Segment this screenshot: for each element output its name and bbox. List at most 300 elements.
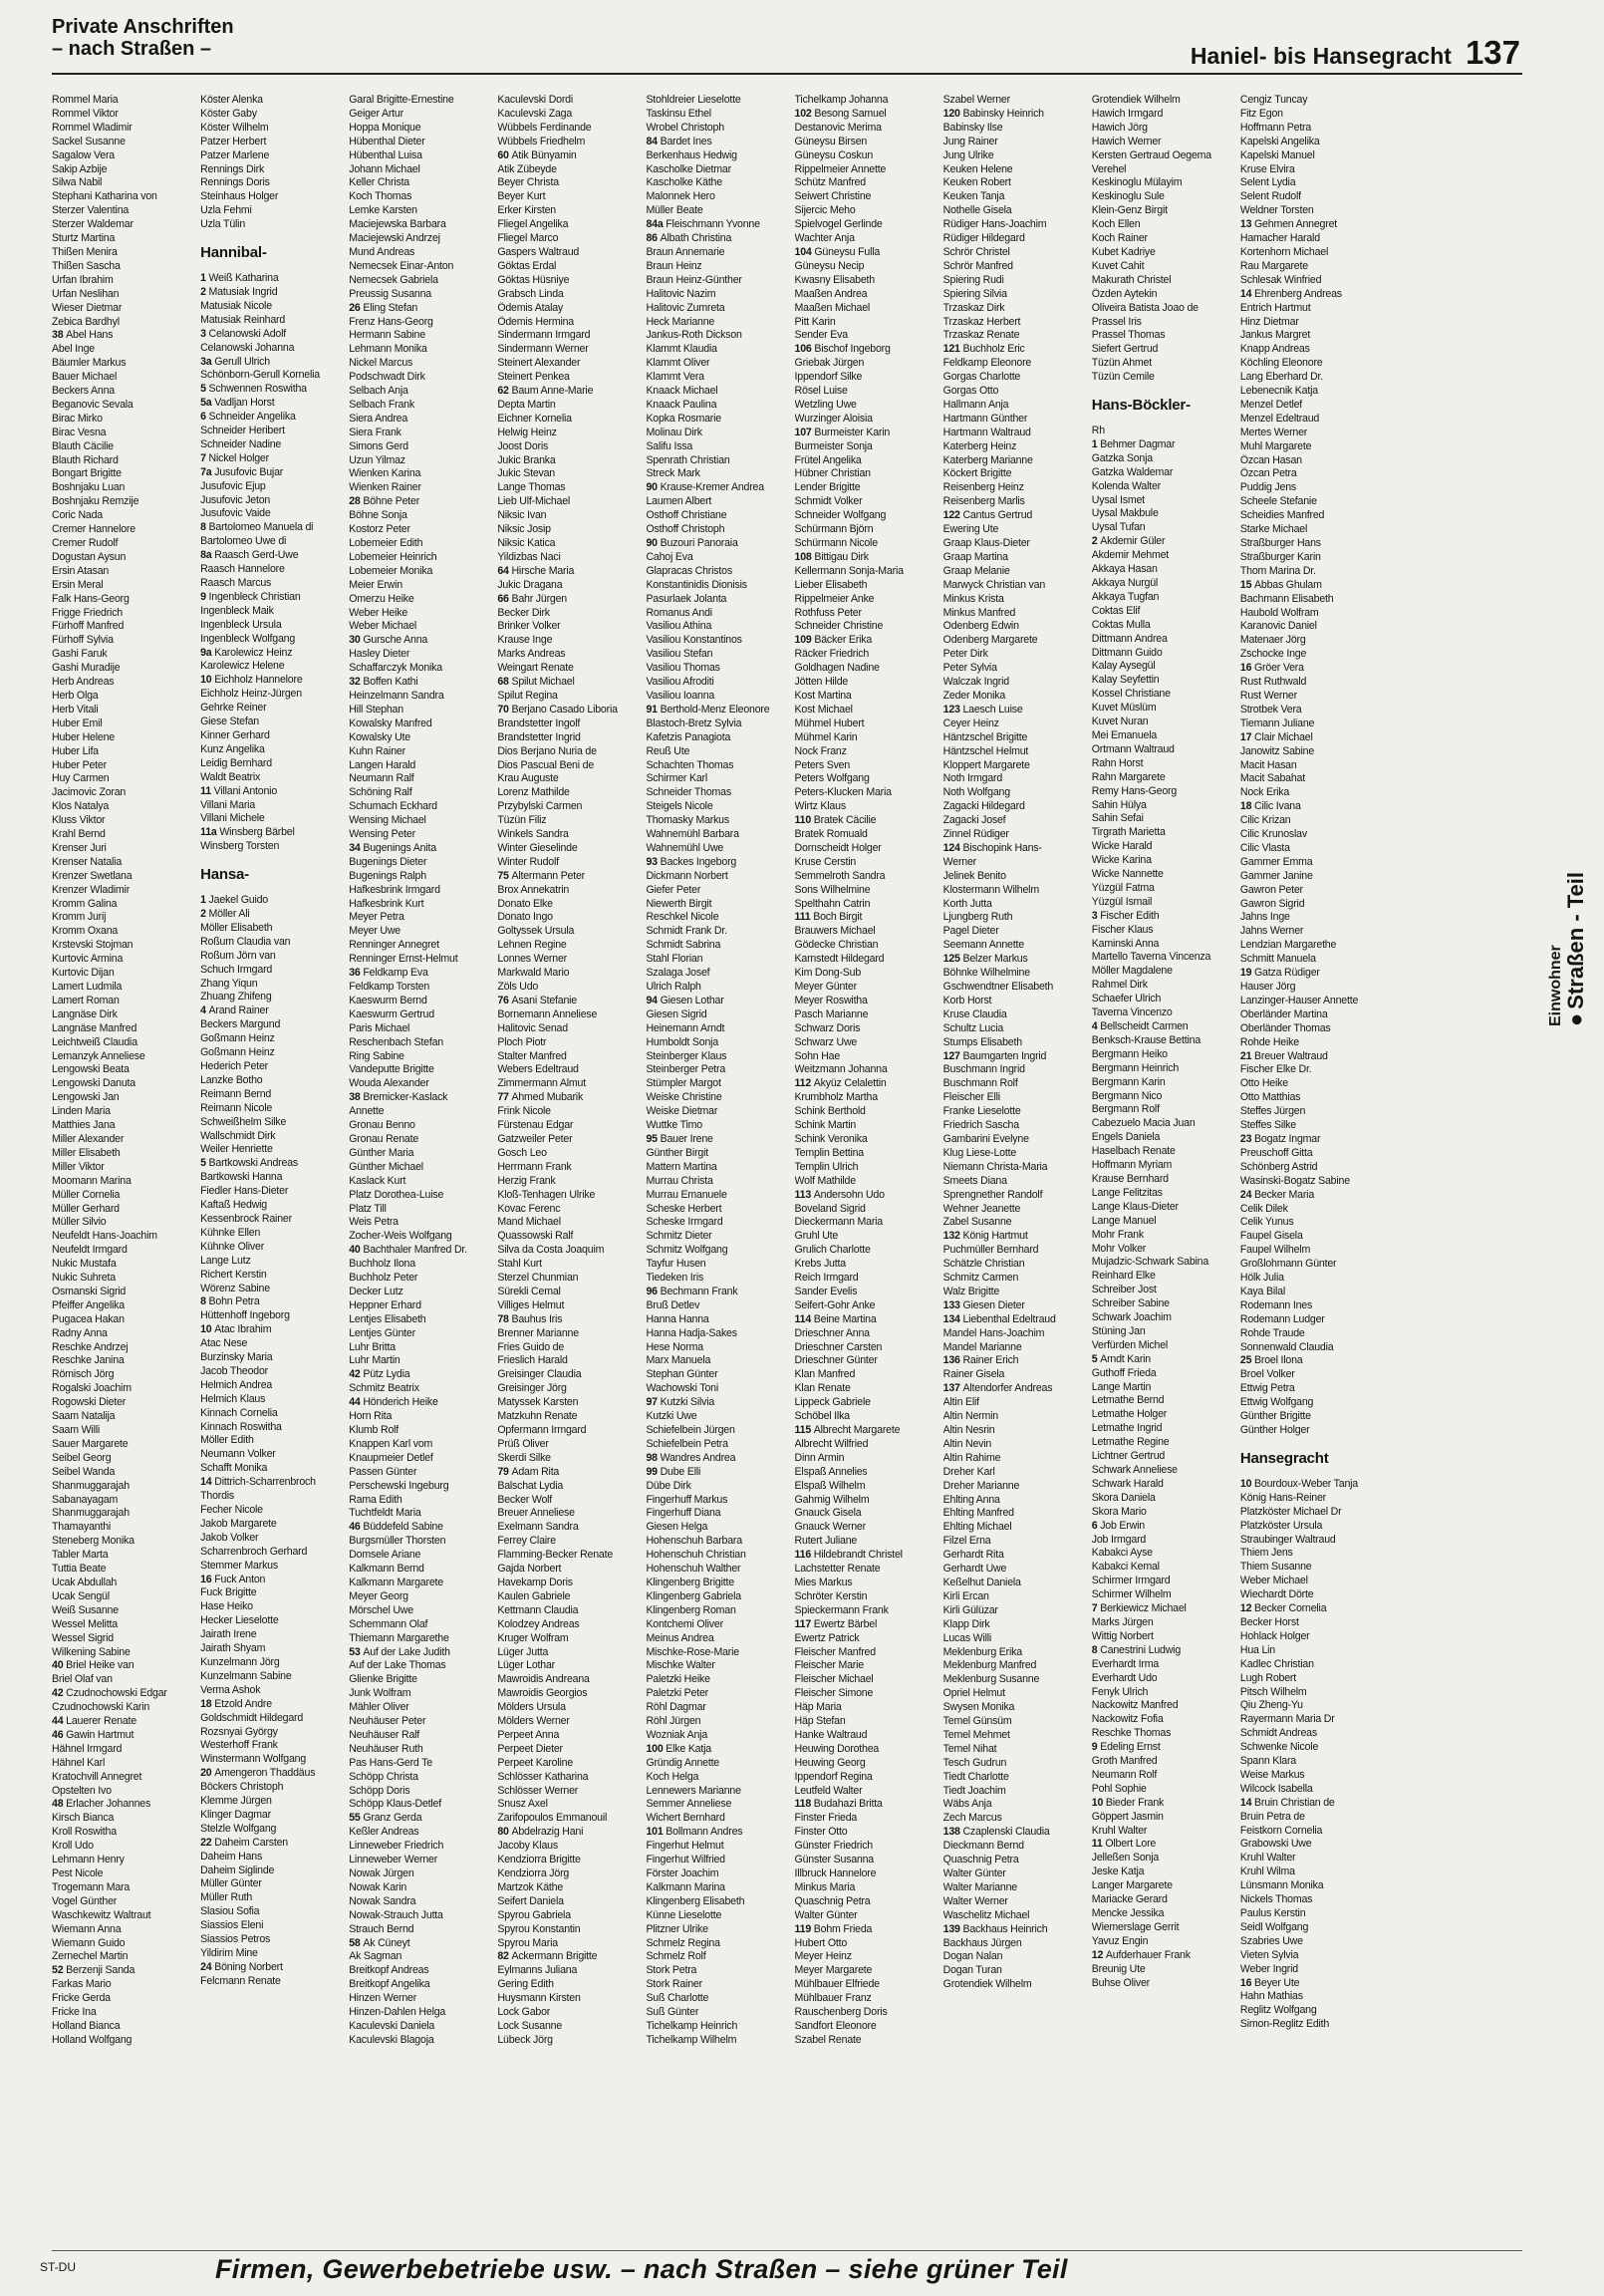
- resident-entry: Weise Markus: [1239, 1768, 1305, 1781]
- resident-entry: Stephani Katharina von: [52, 190, 157, 203]
- resident-entry: Schneider Thomas: [646, 786, 731, 799]
- resident-entry: 1 Behmer Dagmar: [1091, 437, 1176, 450]
- resident-entry: Eylmanns Juliana: [497, 1964, 578, 1977]
- resident-entry: Mawroidis Andreana: [497, 1673, 590, 1686]
- resident-entry: 113 Andersohn Udo: [794, 1188, 885, 1201]
- resident-entry: Glapracas Christos: [646, 564, 732, 577]
- resident-entry: Rahmel Dirk: [1091, 979, 1148, 992]
- resident-entry: Skora Daniela: [1091, 1491, 1156, 1504]
- resident-entry: Temel Mehmet: [942, 1728, 1010, 1741]
- resident-entry: Trzaskaz Renate: [942, 329, 1020, 342]
- resident-entry: Spieckermann Frank: [794, 1603, 889, 1616]
- resident-entry: Meyer Heinz: [794, 1950, 852, 1963]
- resident-entry: Fleischer Simone: [794, 1687, 874, 1700]
- resident-entry: Pohl Sophie: [1091, 1782, 1147, 1795]
- resident-entry: Bergmann Heinrich: [1091, 1061, 1180, 1074]
- resident-entry: Koch Rainer: [1091, 232, 1148, 245]
- resident-entry: Hafkesbrink Kurt: [349, 897, 424, 910]
- resident-entry: Kruse Cerstin: [794, 855, 857, 868]
- resident-entry: Kloppert Margarete: [942, 758, 1030, 771]
- resident-entry: Ak Sagman: [349, 1950, 402, 1963]
- resident-entry: 68 Spilut Michael: [497, 676, 575, 689]
- resident-entry: Wensing Peter: [349, 828, 415, 841]
- resident-entry: 114 Beine Martina: [794, 1312, 877, 1325]
- resident-entry: Wieser Dietmar: [52, 301, 123, 314]
- resident-entry: Knapp Andreas: [1239, 343, 1310, 356]
- resident-entry: Kabakci Kemal: [1091, 1561, 1160, 1574]
- resident-entry: 12 Becker Cornelia: [1239, 1602, 1327, 1615]
- resident-entry: Kaculevski Dordi: [497, 94, 574, 106]
- resident-entry: Burgsmüller Thorsten: [349, 1535, 446, 1548]
- header-divider: [52, 73, 1522, 75]
- resident-entry: Bauer Michael: [52, 371, 118, 384]
- resident-entry: 17 Clair Michael: [1239, 730, 1313, 743]
- resident-entry: Krstevski Stojman: [52, 939, 134, 952]
- resident-entry: 138 Czaplenski Claudia: [942, 1826, 1050, 1839]
- resident-entry: Rommel Wladimir: [52, 121, 133, 134]
- resident-entry: 120 Babinsky Heinrich: [942, 107, 1044, 120]
- resident-entry: Sohn Hae: [794, 1049, 841, 1062]
- resident-entry: Klostermann Wilhelm: [942, 883, 1039, 896]
- resident-entry: Jeske Katja: [1091, 1866, 1145, 1878]
- resident-entry: Uzla Fehmi: [200, 204, 252, 217]
- resident-entry: Marks Jürgen: [1091, 1615, 1154, 1628]
- resident-entry: Pugacea Hakan: [52, 1312, 125, 1325]
- resident-entry: Ucak Sengül: [52, 1589, 110, 1602]
- resident-entry: Rösel Luise: [794, 385, 848, 398]
- resident-entry: Celanowski Johanna: [200, 341, 295, 354]
- resident-entry: Wiechardt Dörte: [1239, 1588, 1314, 1601]
- resident-entry: 123 Laesch Luise: [942, 703, 1023, 716]
- resident-entry: Günther Maria: [349, 1146, 414, 1159]
- resident-entry: Villiges Helmut: [497, 1298, 565, 1311]
- resident-entry: Kadlec Christian: [1239, 1657, 1314, 1670]
- resident-entry: Tuchtfeldt Maria: [349, 1507, 421, 1520]
- resident-entry: Steffes Silke: [1239, 1119, 1296, 1132]
- resident-entry: 97 Kutzki Silvia: [646, 1396, 715, 1409]
- resident-entry: Schlösser Werner: [497, 1784, 579, 1797]
- resident-entry: Hübenthal Luisa: [349, 148, 422, 161]
- resident-entry: Reuß Ute: [646, 744, 690, 757]
- resident-entry: Hawich Jörg: [1091, 121, 1148, 134]
- resident-entry: 9 Edeling Ernst: [1091, 1741, 1161, 1754]
- resident-entry: Rogalski Joachim: [52, 1382, 132, 1395]
- resident-entry: Blauth Cäcilie: [52, 439, 114, 452]
- resident-entry: Tichelkamp Heinrich: [646, 2019, 738, 2032]
- resident-entry: Spielvogel Gerlinde: [794, 218, 883, 231]
- resident-entry: Braun Annemarie: [646, 245, 725, 258]
- resident-entry: Villani Maria: [200, 798, 256, 811]
- resident-entry: Coktas Elif: [1091, 604, 1141, 617]
- resident-entry: Gründig Annette: [646, 1756, 720, 1769]
- resident-entry: Breitkopf Andreas: [349, 1964, 429, 1977]
- resident-entry: Vasiliou Ioanna: [646, 689, 715, 702]
- resident-entry: Vandeputte Brigitte: [349, 1063, 434, 1076]
- resident-entry: Peters Wolfgang: [794, 772, 870, 785]
- resident-entry: Klan Manfred: [794, 1368, 856, 1381]
- resident-entry: Ploch Piotr: [497, 1035, 547, 1048]
- resident-entry: 11 Olbert Lore: [1091, 1838, 1157, 1851]
- resident-entry: Yildirim Mine: [200, 1947, 258, 1959]
- resident-entry: Kessenbrock Rainer: [200, 1212, 292, 1225]
- resident-entry: Kinner Gerhard: [200, 728, 270, 741]
- resident-entry: Klingenberg Elisabeth: [646, 1894, 745, 1907]
- resident-entry: Rodemann Ines: [1239, 1298, 1313, 1311]
- resident-entry: Buschmann Rolf: [942, 1077, 1018, 1090]
- resident-entry: Sprengnether Randolf: [942, 1188, 1043, 1201]
- header-left-line1: Private Anschriften: [52, 16, 234, 38]
- resident-entry: Blastoch-Bretz Sylvia: [646, 717, 742, 729]
- resident-entry: Omerzu Heike: [349, 592, 414, 605]
- resident-entry: Swysen Monika: [942, 1701, 1015, 1714]
- resident-entry: Nemecsek Gabriela: [349, 273, 438, 286]
- resident-entry: 66 Bahr Jürgen: [497, 592, 567, 605]
- resident-entry: Vogel Günther: [52, 1894, 118, 1907]
- resident-entry: Hohenschuh Barbara: [646, 1535, 742, 1548]
- resident-entry: Scheske Irmgard: [646, 1216, 723, 1229]
- resident-entry: Altin Elif: [942, 1396, 979, 1409]
- resident-entry: Matusiak Reinhard: [200, 313, 286, 326]
- resident-entry: Birac Vesna: [52, 426, 107, 438]
- resident-entry: Murrau Christa: [646, 1174, 713, 1187]
- resident-entry: Prassel Thomas: [1091, 329, 1166, 342]
- resident-entry: Meyer Roswitha: [794, 994, 868, 1006]
- resident-entry: Matyssek Karsten: [497, 1396, 579, 1409]
- resident-entry: Goßmann Heinz: [200, 1032, 275, 1045]
- resident-entry: Günther Holger: [1239, 1424, 1310, 1436]
- resident-entry: 28 Böhne Peter: [349, 495, 420, 508]
- resident-entry: Preussig Susanna: [349, 287, 431, 300]
- resident-entry: 2 Akdemir Güler: [1091, 535, 1166, 548]
- resident-entry: Herb Andreas: [52, 676, 115, 689]
- resident-entry: Semmelroth Sandra: [794, 869, 886, 882]
- resident-entry: Kontchemi Oliver: [646, 1617, 723, 1630]
- resident-entry: Lentjes Elisabeth: [349, 1312, 426, 1325]
- resident-entry: Wiemann Anna: [52, 1922, 122, 1935]
- resident-entry: Miller Alexander: [52, 1132, 125, 1145]
- resident-entry: Dieckmann Bernd: [942, 1840, 1024, 1853]
- resident-entry: Gawron Peter: [1239, 883, 1303, 896]
- resident-entry: Puddig Jens: [1239, 481, 1296, 494]
- resident-entry: Rommel Maria: [52, 94, 119, 106]
- resident-entry: Lanzke Botho: [200, 1073, 263, 1086]
- resident-entry: Garal Brigitte-Ernestine: [349, 94, 454, 106]
- resident-entry: Krenzer Swetlana: [52, 869, 133, 882]
- resident-entry: Beyer Kurt: [497, 190, 546, 203]
- resident-entry: Kortenhorn Michael: [1239, 245, 1329, 258]
- resident-entry: Nock Erika: [1239, 786, 1290, 799]
- resident-entry: Szalaga Josef: [646, 967, 710, 980]
- resident-entry: Hohenschuh Christian: [646, 1549, 746, 1562]
- resident-entry: Streck Mark: [646, 467, 700, 480]
- resident-entry: Vasiliou Konstantinos: [646, 634, 742, 647]
- resident-entry: Reimann Nicole: [200, 1101, 273, 1114]
- resident-entry: Tesch Gudrun: [942, 1756, 1007, 1769]
- resident-entry: Schmidt Andreas: [1239, 1727, 1317, 1740]
- resident-entry: Elspaß Annelies: [794, 1465, 868, 1478]
- resident-entry: Sturtz Martina: [52, 232, 116, 245]
- resident-entry: Lüger Jutta: [497, 1645, 549, 1658]
- resident-entry: Beckers Margund: [200, 1018, 281, 1031]
- resident-entry: Neufeldt Irmgard: [52, 1244, 128, 1257]
- resident-entry: Kafetzis Panagiota: [646, 730, 731, 743]
- resident-entry: Perpeet Anna: [497, 1728, 560, 1741]
- resident-entry: Schneider Heribert: [200, 425, 285, 437]
- resident-entry: 133 Giesen Dieter: [942, 1298, 1025, 1311]
- resident-entry: Zarifopoulos Emmanouil: [497, 1812, 608, 1825]
- resident-entry: Lanzinger-Hauser Annette: [1239, 994, 1359, 1006]
- resident-entry: Meklenburg Manfred: [942, 1659, 1037, 1672]
- resident-entry: Fingerhuff Markus: [646, 1493, 728, 1506]
- resident-entry: Lamert Roman: [52, 994, 120, 1006]
- resident-entry: Walter Günter: [794, 1908, 858, 1921]
- resident-entry: Kühnke Ellen: [200, 1226, 261, 1239]
- resident-entry: Stohldreier Lieselotte: [646, 94, 741, 106]
- resident-entry: Balschat Lydia: [497, 1479, 564, 1492]
- resident-entry: Mühlbauer Franz: [794, 1992, 872, 2005]
- resident-entry: Hederich Peter: [200, 1060, 268, 1072]
- resident-entry: Schürmann Björn: [794, 523, 874, 536]
- resident-entry: Heinzelmann Sandra: [349, 689, 444, 702]
- resident-entry: Weitzmann Johanna: [794, 1063, 888, 1076]
- resident-entry: Kunzelmann Jörg: [200, 1655, 280, 1668]
- resident-entry: Schaffarczyk Monika: [349, 662, 442, 675]
- resident-entry: Lobemeier Heinrich: [349, 550, 437, 563]
- resident-entry: Maaßen Michael: [794, 301, 871, 314]
- resident-entry: Yüzgül Fatma: [1091, 881, 1155, 894]
- resident-entry: Dübe Dirk: [646, 1479, 691, 1492]
- resident-entry: Schaefer Ulrich: [1091, 993, 1162, 1005]
- resident-entry: Tüzün Ahmet: [1091, 357, 1152, 370]
- resident-entry: 15 Abbas Ghulam: [1239, 578, 1322, 591]
- resident-entry: Buchholz Peter: [349, 1272, 418, 1285]
- directory-column: [646, 94, 784, 2221]
- resident-entry: Oberländer Martina: [1239, 1007, 1328, 1020]
- resident-entry: Huysmann Kirsten: [497, 1992, 581, 2005]
- resident-entry: Zhuang Zhifeng: [200, 991, 272, 1004]
- resident-entry: 21 Breuer Waltraud: [1239, 1049, 1328, 1062]
- resident-entry: Kirli Ercan: [942, 1589, 989, 1602]
- resident-entry: Kinnach Cornelia: [200, 1406, 278, 1419]
- resident-entry: Kalay Aysegül: [1091, 660, 1156, 673]
- resident-entry: Yavuz Engin: [1091, 1934, 1149, 1947]
- resident-entry: Weiler Henriette: [200, 1143, 273, 1156]
- resident-entry: 3 Fischer Edith: [1091, 909, 1160, 922]
- resident-entry: Jankus Margret: [1239, 329, 1311, 342]
- resident-entry: Gashi Faruk: [52, 648, 108, 661]
- resident-entry: Urfan Neslihan: [52, 287, 120, 300]
- resident-entry: Drieschner Günter: [794, 1354, 878, 1367]
- resident-entry: Peters Sven: [794, 758, 851, 771]
- resident-entry: Hanna Hanna: [646, 1312, 709, 1325]
- resident-entry: Müller Ruth: [200, 1891, 253, 1904]
- resident-entry: Peters-Klucken Maria: [794, 786, 892, 799]
- resident-entry: Reschenbach Stefan: [349, 1035, 443, 1048]
- resident-entry: 115 Albrecht Margarete: [794, 1424, 901, 1436]
- resident-entry: Böhnke Wilhelmine: [942, 967, 1030, 980]
- resident-entry: Bachmann Elisabeth: [1239, 592, 1334, 605]
- resident-entry: 101 Bollmann Andres: [646, 1826, 743, 1839]
- resident-entry: Donato Elke: [497, 897, 553, 910]
- resident-entry: Rohde Traude: [1239, 1326, 1305, 1339]
- resident-entry: Schlösser Katharina: [497, 1770, 589, 1783]
- resident-entry: Lange Klaus-Dieter: [1091, 1200, 1179, 1213]
- resident-entry: Klingenberg Gabriela: [646, 1589, 741, 1602]
- resident-entry: Schmitz Carmen: [942, 1272, 1019, 1285]
- resident-entry: Schmidt Frank Dr.: [646, 925, 727, 938]
- resident-entry: Thom Marina Dr.: [1239, 564, 1316, 577]
- resident-entry: Güneysu Birsen: [794, 135, 868, 147]
- resident-entry: Gronau Renate: [349, 1132, 419, 1145]
- resident-entry: Künne Lieselotte: [646, 1908, 722, 1921]
- resident-entry: Kromm Jurij: [52, 911, 107, 924]
- resident-entry: Sandfort Eleonore: [794, 2019, 877, 2032]
- resident-entry: Sons Wilhelmine: [794, 883, 871, 896]
- resident-entry: Spenrath Christian: [646, 453, 730, 466]
- resident-entry: Wiemann Guido: [52, 1936, 126, 1949]
- resident-entry: 25 Broel Ilona: [1239, 1354, 1303, 1367]
- resident-entry: Seibel Wanda: [52, 1465, 116, 1478]
- resident-entry: Snusz Axel: [497, 1798, 548, 1811]
- resident-entry: 108 Bittigau Dirk: [794, 550, 869, 563]
- resident-entry: Hinzen Werner: [349, 1992, 417, 2005]
- resident-entry: Lübeck Jörg: [497, 2033, 553, 2046]
- resident-entry: Richert Kerstin: [200, 1268, 267, 1281]
- resident-entry: Lonnes Werner: [497, 953, 567, 966]
- resident-entry: Klein-Genz Birgit: [1091, 204, 1168, 217]
- resident-entry: Mölders Werner: [497, 1715, 570, 1728]
- resident-entry: Weiß Susanne: [52, 1603, 119, 1616]
- resident-entry: Nowak-Strauch Jutta: [349, 1908, 443, 1921]
- resident-entry: Griebak Jürgen: [794, 357, 865, 370]
- resident-entry: Trogemann Mara: [52, 1880, 131, 1893]
- resident-entry: Frütel Angelika: [794, 453, 862, 466]
- resident-entry: Horn Rita: [349, 1410, 393, 1423]
- resident-entry: Gajda Norbert: [497, 1563, 562, 1576]
- resident-entry: 40 Bachthaler Manfred Dr.: [349, 1244, 467, 1257]
- resident-entry: Stelzle Wolfgang: [200, 1822, 277, 1835]
- resident-entry: Kruhl Walter: [1239, 1852, 1296, 1865]
- resident-entry: 8 Bartolomeo Manuela di: [200, 521, 314, 534]
- resident-entry: Kowalsky Manfred: [349, 717, 432, 729]
- resident-entry: Johann Michael: [349, 162, 420, 175]
- resident-entry: Dittmann Andrea: [1091, 632, 1168, 645]
- resident-entry: 16 Beyer Ute: [1239, 1976, 1300, 1989]
- resident-entry: Sterzer Waldemar: [52, 218, 134, 231]
- resident-entry: Trzaskaz Herbert: [942, 315, 1021, 328]
- resident-entry: Hartmann Günther: [942, 412, 1028, 425]
- resident-entry: Neumann Ralf: [349, 772, 414, 785]
- resident-entry: Atac Nese: [200, 1337, 248, 1350]
- resident-entry: Hinzen-Dahlen Helga: [349, 2006, 446, 2019]
- resident-entry: Zernechel Martin: [52, 1950, 129, 1963]
- resident-entry: Bäumler Markus: [52, 357, 127, 370]
- resident-entry: Weldner Torsten: [1239, 204, 1314, 217]
- resident-entry: Wessel Melitta: [52, 1617, 118, 1630]
- resident-entry: Auf der Lake Thomas: [349, 1659, 446, 1672]
- resident-entry: Kovac Ferenc: [497, 1202, 561, 1215]
- resident-entry: Domsele Ariane: [349, 1549, 421, 1562]
- resident-entry: Herb Olga: [52, 689, 99, 702]
- resident-entry: Lebenecnik Katja: [1239, 385, 1318, 398]
- resident-entry: 60 Atik Bünyamin: [497, 148, 577, 161]
- resident-entry: Heppner Erhard: [349, 1298, 421, 1311]
- resident-entry: Cengiz Tuncay: [1239, 94, 1308, 106]
- resident-entry: Kroll Udo: [52, 1840, 94, 1853]
- resident-entry: 111 Boch Birgit: [794, 911, 863, 924]
- resident-entry: Gaspers Waltraud: [497, 245, 580, 258]
- resident-entry: Möller Elisabeth: [200, 921, 273, 934]
- resident-entry: Hoffmann Petra: [1239, 121, 1312, 134]
- resident-entry: 5 Bartkowski Andreas: [200, 1157, 298, 1170]
- resident-entry: Hanna Hadja-Sakes: [646, 1326, 737, 1339]
- resident-entry: Perpeet Karoline: [497, 1756, 574, 1769]
- resident-entry: Mattern Martina: [646, 1160, 717, 1173]
- resident-entry: Taskinsu Ethel: [646, 107, 711, 120]
- resident-entry: Braun Heinz: [646, 259, 702, 272]
- resident-entry: Bartkowski Hanna: [200, 1171, 283, 1184]
- resident-entry: Stüning Jan: [1091, 1324, 1146, 1337]
- resident-entry: Helmich Andrea: [200, 1378, 273, 1391]
- resident-entry: Rauschenberg Doris: [794, 2006, 888, 2019]
- resident-entry: Beckers Anna: [52, 385, 115, 398]
- resident-entry: Marwyck Christian van: [942, 578, 1046, 591]
- resident-entry: Spyrou Konstantin: [497, 1922, 581, 1935]
- resident-entry: Osthoff Christiane: [646, 509, 727, 522]
- resident-entry: Linneweber Friedrich: [349, 1840, 444, 1853]
- resident-entry: Frink Nicole: [497, 1105, 551, 1118]
- resident-entry: Kossel Christiane: [1091, 688, 1171, 701]
- resident-entry: Miller Viktor: [52, 1160, 105, 1173]
- resident-entry: Cremer Hannelore: [52, 523, 135, 536]
- resident-entry: Reglitz Wolfgang: [1239, 2004, 1317, 2017]
- resident-entry: Jankus-Roth Dickson: [646, 329, 742, 342]
- resident-entry: Altin Rahime: [942, 1451, 1001, 1464]
- resident-entry: Zeder Monika: [942, 689, 1006, 702]
- resident-entry: Stahl Kurt: [497, 1258, 542, 1271]
- resident-entry: Fleischer Elli: [942, 1091, 1000, 1104]
- resident-entry: Fischer Elke Dr.: [1239, 1063, 1312, 1076]
- resident-entry: Cabezuelo Macia Juan: [1091, 1117, 1196, 1130]
- resident-entry: Murrau Emanuele: [646, 1188, 727, 1201]
- resident-entry: Röhl Jürgen: [646, 1715, 701, 1728]
- resident-entry: Lehmann Henry: [52, 1854, 125, 1866]
- resident-entry: Schmitz Dieter: [646, 1230, 712, 1243]
- resident-entry: Roßum Jörn van: [200, 949, 276, 962]
- resident-entry: Spiering Silvia: [942, 287, 1007, 300]
- resident-entry: Hecker Lieselotte: [200, 1614, 279, 1627]
- resident-entry: Maciejewski Andrzej: [349, 232, 440, 245]
- resident-entry: Dornscheidt Holger: [794, 841, 882, 854]
- resident-entry: Engels Daniela: [1091, 1131, 1161, 1144]
- section-sidebar-label: [1547, 767, 1597, 1026]
- resident-entry: Huber Peter: [52, 758, 107, 771]
- resident-entry: Ippendorf Regina: [794, 1770, 873, 1783]
- resident-entry: Uzla Tülin: [200, 218, 246, 231]
- resident-entry: Kuvet Cahit: [1091, 259, 1145, 272]
- resident-entry: Reich Irmgard: [794, 1272, 859, 1285]
- resident-entry: Peter Dirk: [942, 648, 988, 661]
- resident-entry: Nukic Suhreta: [52, 1272, 116, 1285]
- resident-entry: Wachter Anja: [794, 232, 855, 245]
- resident-entry: 90 Krause-Kremer Andrea: [646, 481, 764, 494]
- resident-entry: Tüzün Filiz: [497, 814, 547, 827]
- resident-entry: Boshnjaku Remzije: [52, 495, 139, 508]
- resident-entry: Kirsch Bianca: [52, 1812, 115, 1825]
- resident-entry: Reisenberg Heinz: [942, 481, 1024, 494]
- resident-entry: 109 Bäcker Erika: [794, 634, 873, 647]
- resident-entry: Koch Helga: [646, 1770, 699, 1783]
